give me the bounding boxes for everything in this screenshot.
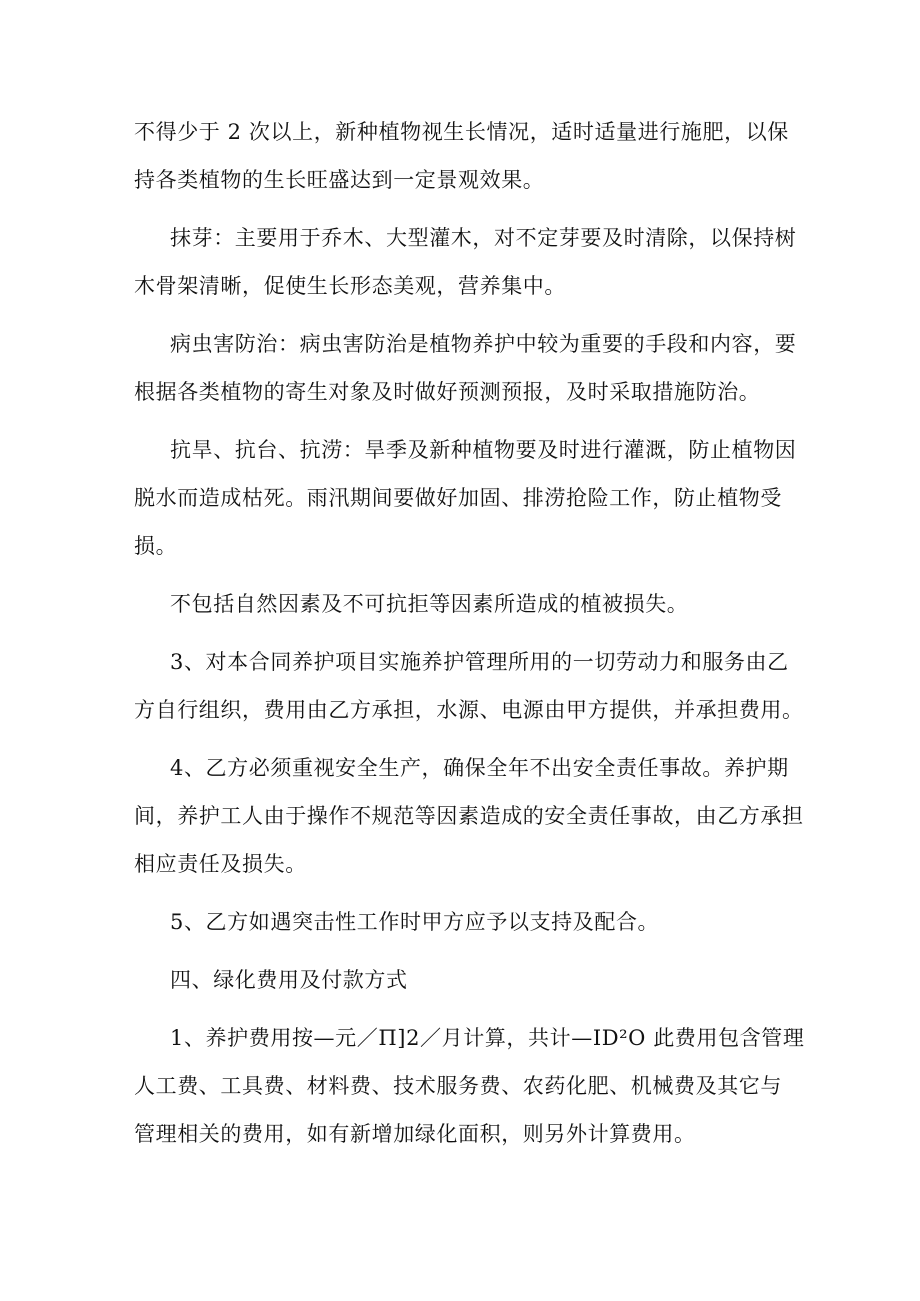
- text-line: 不得少于 2 次以上，新种植物视生长情况，适时适量进行施肥，以保: [134, 120, 789, 144]
- section-heading: 四、绿化费用及付款方式: [170, 968, 408, 992]
- text-line: 间，养护工人由于操作不规范等因素造成的安全责任事故，由乙方承担: [134, 804, 804, 828]
- text-line: 相应责任及损失。: [134, 852, 307, 876]
- text-line: 抹芽：主要用于乔木、大型灌木，对不定芽要及时清除，以保持树: [170, 226, 797, 250]
- text-line: 抗旱、抗台、抗涝：旱季及新种植物要及时进行灌溉，防止植物因: [170, 438, 797, 462]
- text-line: 不包括自然因素及不可抗拒等因素所造成的植被损失。: [170, 592, 689, 616]
- text-line: 人工费、工具费、材料费、技术服务费、农药化肥、机械费及其它与: [134, 1074, 782, 1098]
- text-line: 脱水而造成枯死。雨汛期间要做好加固、排涝抢险工作，防止植物受: [134, 486, 782, 510]
- text-line: 1、养护费用按—元／Π]2／月计算，共计—ID²O 此费用包含管理: [170, 1026, 805, 1050]
- text-line: 病虫害防治：病虫害防治是植物养护中较为重要的手段和内容，要: [170, 332, 797, 356]
- text-line: 管理相关的费用，如有新增加绿化面积，则另外计算费用。: [134, 1122, 696, 1146]
- text-line: 损。: [134, 534, 178, 558]
- text-line: 持各类植物的生长旺盛达到一定景观效果。: [134, 168, 545, 192]
- text-line: 木骨架清晰，促使生长形态美观，营养集中。: [134, 274, 566, 298]
- text-line: 根据各类植物的寄生对象及时做好预测预报，及时采取措施防治。: [134, 380, 761, 404]
- text-line: 方自行组织，费用由乙方承担，水源、电源由甲方提供，并承担费用。: [134, 698, 804, 722]
- text-line: 4、乙方必须重视安全生产，确保全年不出安全责任事故。养护期: [170, 756, 789, 780]
- text-line: 5、乙方如遇突击性工作时甲方应予以支持及配合。: [170, 910, 660, 934]
- text-line: 3、对本合同养护项目实施养护管理所用的一切劳动力和服务由乙: [170, 650, 789, 674]
